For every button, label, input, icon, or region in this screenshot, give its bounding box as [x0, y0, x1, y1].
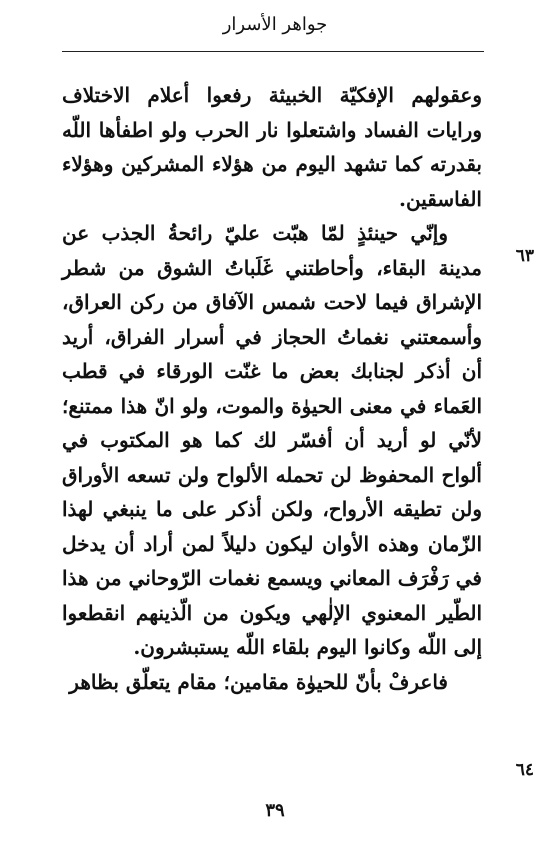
page-number: ٣٩ — [265, 800, 285, 821]
paragraph-number-64: ٦٤ — [515, 760, 534, 780]
paragraph-63: وإنّي حينئذٍ لمّا هبّت عليّ رائحةُ الجذب عن مدينة البقاء، وأحاطتني غَلَباتُ الشوق من شطر الإشراق فيما لاحت شمس الآفاق من ركن العراق، وأسمعتني نغماتُ الحجاز في أسرار الفراق، أريد أن أذكر لجنابك بعض ما غنّت الورقاء في قطب العَماء في معنى الحيوٰة والموت، ولو انّ هذا ممتنع؛ لأنّي لو أريد أن أفسّر لك كما هو المكتوب في ألواح المحفوظ لن تحمله الألواح ولن تسعه الأوراق ولن تطيقه الأرواح، ولكن أذكر على ما ينبغي لهذا الزّمان وهذه الأوان ليكون دليلاً لمن أراد أن يدخل في رَفْرَف المعاني ويسمع نغمات الرّوحاني من هذا الطّير المعنوي الإلٰهي ويكون من الّذينهم انقطعوا إلى اللّه وكانوا اليوم بلقاء اللّه يستبشرون. — [62, 221, 482, 659]
paragraph-64: فاعرفْ بأنّ للحيوٰة مقامين؛ مقام يتعلّق بظاهر — [69, 669, 448, 694]
paragraph-number-63: ٦٣ — [515, 246, 534, 266]
running-header-title: جواهر الأسرار — [222, 14, 328, 35]
paragraph-continuation: وعقولهم الإفكيّة الخبيثة رفعوا أعلام الاختلاف ورايات الفساد واشتعلوا نار الحرب ولو اطفأها اللّه بقدرته كما تشهد اليوم من هؤلاء المشركين وهؤلاء الفاسقين. — [62, 83, 482, 211]
header-divider — [62, 51, 484, 52]
page-body — [62, 78, 482, 699]
